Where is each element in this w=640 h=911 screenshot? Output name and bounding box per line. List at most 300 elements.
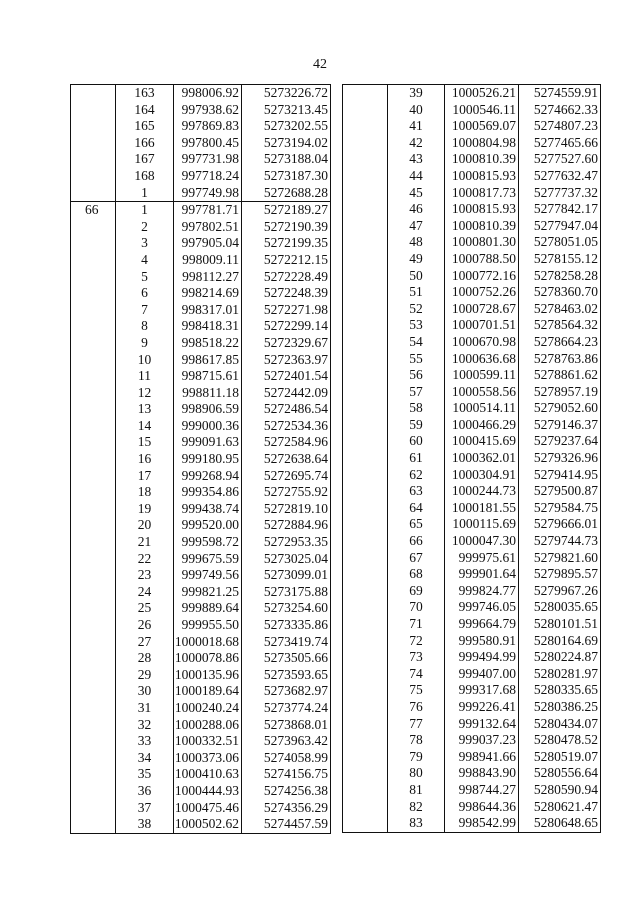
table-row bbox=[71, 634, 331, 651]
point-number-cell: 10 bbox=[116, 352, 174, 369]
y-coordinate-cell: 5280386.25 bbox=[519, 699, 601, 716]
table-row bbox=[343, 400, 601, 417]
x-coordinate-cell: 998843.90 bbox=[445, 765, 519, 782]
section-cell bbox=[343, 168, 388, 185]
section-cell bbox=[343, 102, 388, 119]
section-cell bbox=[71, 235, 116, 252]
point-number-cell: 80 bbox=[388, 765, 445, 782]
section-cell bbox=[71, 733, 116, 750]
point-number-cell: 67 bbox=[388, 550, 445, 567]
y-coordinate-cell: 5274662.33 bbox=[519, 102, 601, 119]
section-cell bbox=[71, 302, 116, 319]
table-row bbox=[343, 351, 601, 368]
section-cell bbox=[343, 716, 388, 733]
table-row bbox=[71, 269, 331, 286]
table-row bbox=[71, 733, 331, 750]
point-number-cell: 66 bbox=[388, 533, 445, 550]
point-number-cell: 17 bbox=[116, 468, 174, 485]
section-cell bbox=[71, 766, 116, 783]
table-row bbox=[343, 102, 601, 119]
coordinate-table-left-body bbox=[71, 85, 331, 834]
section-cell bbox=[343, 251, 388, 268]
point-number-cell: 68 bbox=[388, 566, 445, 583]
x-coordinate-cell: 998941.66 bbox=[445, 749, 519, 766]
section-cell bbox=[71, 717, 116, 734]
x-coordinate-cell: 999000.36 bbox=[174, 418, 242, 435]
x-coordinate-cell: 1000752.26 bbox=[445, 284, 519, 301]
table-row bbox=[71, 318, 331, 335]
y-coordinate-cell: 5273175.88 bbox=[242, 584, 331, 601]
table-row bbox=[343, 284, 601, 301]
point-number-cell: 58 bbox=[388, 400, 445, 417]
x-coordinate-cell: 1000415.69 bbox=[445, 433, 519, 450]
section-cell bbox=[343, 616, 388, 633]
section-cell bbox=[71, 401, 116, 418]
y-coordinate-cell: 5272953.35 bbox=[242, 534, 331, 551]
section-cell bbox=[343, 135, 388, 152]
section-cell bbox=[343, 450, 388, 467]
y-coordinate-cell: 5277527.60 bbox=[519, 151, 601, 168]
y-coordinate-cell: 5273335.86 bbox=[242, 617, 331, 634]
table-row bbox=[71, 800, 331, 817]
table-row bbox=[343, 616, 601, 633]
table-row bbox=[71, 484, 331, 501]
section-cell bbox=[71, 584, 116, 601]
table-row bbox=[71, 202, 331, 219]
y-coordinate-cell: 5280224.87 bbox=[519, 649, 601, 666]
section-cell bbox=[71, 168, 116, 185]
y-coordinate-cell: 5280101.51 bbox=[519, 616, 601, 633]
y-coordinate-cell: 5278051.05 bbox=[519, 234, 601, 251]
table-row bbox=[71, 235, 331, 252]
x-coordinate-cell: 1000526.21 bbox=[445, 85, 519, 102]
point-number-cell: 20 bbox=[116, 517, 174, 534]
y-coordinate-cell: 5273774.24 bbox=[242, 700, 331, 717]
x-coordinate-cell: 1000772.16 bbox=[445, 268, 519, 285]
section-cell bbox=[343, 218, 388, 235]
table-row bbox=[343, 384, 601, 401]
section-cell bbox=[343, 749, 388, 766]
table-row bbox=[343, 268, 601, 285]
section-cell bbox=[71, 352, 116, 369]
x-coordinate-cell: 998009.11 bbox=[174, 252, 242, 269]
section-cell bbox=[71, 783, 116, 800]
x-coordinate-cell: 1000135.96 bbox=[174, 667, 242, 684]
y-coordinate-cell: 5273682.97 bbox=[242, 683, 331, 700]
x-coordinate-cell: 1000240.24 bbox=[174, 700, 242, 717]
table-row bbox=[71, 335, 331, 352]
point-number-cell: 54 bbox=[388, 334, 445, 351]
section-cell bbox=[71, 667, 116, 684]
table-row bbox=[343, 185, 601, 202]
x-coordinate-cell: 999901.64 bbox=[445, 566, 519, 583]
x-coordinate-cell: 1000332.51 bbox=[174, 733, 242, 750]
x-coordinate-cell: 1000115.69 bbox=[445, 516, 519, 533]
y-coordinate-cell: 5277947.04 bbox=[519, 218, 601, 235]
point-number-cell: 37 bbox=[116, 800, 174, 817]
y-coordinate-cell: 5273187.30 bbox=[242, 168, 331, 185]
y-coordinate-cell: 5274356.29 bbox=[242, 800, 331, 817]
section-cell: 66 bbox=[71, 202, 116, 219]
section-cell bbox=[343, 400, 388, 417]
point-number-cell: 25 bbox=[116, 600, 174, 617]
y-coordinate-cell: 5272271.98 bbox=[242, 302, 331, 319]
point-number-cell: 38 bbox=[116, 816, 174, 833]
x-coordinate-cell: 1000815.93 bbox=[445, 168, 519, 185]
point-number-cell: 8 bbox=[116, 318, 174, 335]
point-number-cell: 44 bbox=[388, 168, 445, 185]
table-row bbox=[71, 551, 331, 568]
point-number-cell: 45 bbox=[388, 185, 445, 202]
point-number-cell: 78 bbox=[388, 732, 445, 749]
section-cell bbox=[71, 517, 116, 534]
table-row bbox=[71, 600, 331, 617]
x-coordinate-cell: 998006.92 bbox=[174, 85, 242, 102]
x-coordinate-cell: 1000514.11 bbox=[445, 400, 519, 417]
table-row bbox=[71, 135, 331, 152]
section-cell bbox=[71, 85, 116, 102]
x-coordinate-cell: 1000466.29 bbox=[445, 417, 519, 434]
section-cell bbox=[71, 501, 116, 518]
section-cell bbox=[343, 699, 388, 716]
y-coordinate-cell: 5273025.04 bbox=[242, 551, 331, 568]
x-coordinate-cell: 1000189.64 bbox=[174, 683, 242, 700]
section-cell bbox=[343, 583, 388, 600]
y-coordinate-cell: 5272584.96 bbox=[242, 434, 331, 451]
x-coordinate-cell: 998644.36 bbox=[445, 799, 519, 816]
point-number-cell: 65 bbox=[388, 516, 445, 533]
y-coordinate-cell: 5272638.64 bbox=[242, 451, 331, 468]
table-row bbox=[71, 85, 331, 102]
y-coordinate-cell: 5273505.66 bbox=[242, 650, 331, 667]
table-row bbox=[71, 118, 331, 135]
point-number-cell: 13 bbox=[116, 401, 174, 418]
table-row bbox=[343, 799, 601, 816]
x-coordinate-cell: 1000047.30 bbox=[445, 533, 519, 550]
x-coordinate-cell: 1000410.63 bbox=[174, 766, 242, 783]
y-coordinate-cell: 5277737.32 bbox=[519, 185, 601, 202]
point-number-cell: 73 bbox=[388, 649, 445, 666]
table-row bbox=[71, 185, 331, 202]
table-row bbox=[343, 251, 601, 268]
point-number-cell: 1 bbox=[116, 202, 174, 219]
y-coordinate-cell: 5278155.12 bbox=[519, 251, 601, 268]
coordinate-table-left bbox=[70, 84, 331, 834]
point-number-cell: 56 bbox=[388, 367, 445, 384]
section-cell bbox=[343, 201, 388, 218]
section-cell bbox=[71, 285, 116, 302]
section-cell bbox=[343, 85, 388, 102]
table-row bbox=[71, 352, 331, 369]
y-coordinate-cell: 5272688.28 bbox=[242, 185, 331, 202]
x-coordinate-cell: 998906.59 bbox=[174, 401, 242, 418]
point-number-cell: 19 bbox=[116, 501, 174, 518]
section-cell bbox=[343, 284, 388, 301]
point-number-cell: 36 bbox=[116, 783, 174, 800]
table-row bbox=[343, 417, 601, 434]
table-row bbox=[343, 85, 601, 102]
y-coordinate-cell: 5273963.42 bbox=[242, 733, 331, 750]
section-cell bbox=[71, 368, 116, 385]
section-cell bbox=[71, 434, 116, 451]
y-coordinate-cell: 5279666.01 bbox=[519, 516, 601, 533]
y-coordinate-cell: 5278463.02 bbox=[519, 301, 601, 318]
table-row bbox=[343, 168, 601, 185]
table-row bbox=[343, 334, 601, 351]
point-number-cell: 42 bbox=[388, 135, 445, 152]
table-row bbox=[343, 699, 601, 716]
y-coordinate-cell: 5274058.99 bbox=[242, 750, 331, 767]
table-row bbox=[71, 418, 331, 435]
x-coordinate-cell: 998542.99 bbox=[445, 815, 519, 832]
y-coordinate-cell: 5279052.60 bbox=[519, 400, 601, 417]
table-row bbox=[343, 550, 601, 567]
x-coordinate-cell: 1000701.51 bbox=[445, 317, 519, 334]
section-cell bbox=[343, 649, 388, 666]
point-number-cell: 81 bbox=[388, 782, 445, 799]
y-coordinate-cell: 5272534.36 bbox=[242, 418, 331, 435]
x-coordinate-cell: 997802.51 bbox=[174, 219, 242, 236]
point-number-cell: 168 bbox=[116, 168, 174, 185]
point-number-cell: 32 bbox=[116, 717, 174, 734]
section-cell bbox=[71, 683, 116, 700]
point-number-cell: 31 bbox=[116, 700, 174, 717]
y-coordinate-cell: 5278360.70 bbox=[519, 284, 601, 301]
point-number-cell: 55 bbox=[388, 351, 445, 368]
y-coordinate-cell: 5272819.10 bbox=[242, 501, 331, 518]
section-cell bbox=[71, 318, 116, 335]
x-coordinate-cell: 999226.41 bbox=[445, 699, 519, 716]
x-coordinate-cell: 1000475.46 bbox=[174, 800, 242, 817]
point-number-cell: 27 bbox=[116, 634, 174, 651]
point-number-cell: 71 bbox=[388, 616, 445, 633]
section-cell bbox=[343, 500, 388, 517]
table-row bbox=[343, 135, 601, 152]
table-row bbox=[343, 201, 601, 218]
table-row bbox=[71, 700, 331, 717]
table-row bbox=[343, 483, 601, 500]
point-number-cell: 57 bbox=[388, 384, 445, 401]
y-coordinate-cell: 5280590.94 bbox=[519, 782, 601, 799]
table-row bbox=[343, 450, 601, 467]
x-coordinate-cell: 1000801.30 bbox=[445, 234, 519, 251]
table-row bbox=[71, 252, 331, 269]
point-number-cell: 74 bbox=[388, 666, 445, 683]
section-cell bbox=[343, 367, 388, 384]
x-coordinate-cell: 1000018.68 bbox=[174, 634, 242, 651]
x-coordinate-cell: 998715.61 bbox=[174, 368, 242, 385]
table-row bbox=[71, 285, 331, 302]
section-cell bbox=[71, 634, 116, 651]
y-coordinate-cell: 5279326.96 bbox=[519, 450, 601, 467]
x-coordinate-cell: 999180.95 bbox=[174, 451, 242, 468]
x-coordinate-cell: 999494.99 bbox=[445, 649, 519, 666]
y-coordinate-cell: 5279744.73 bbox=[519, 533, 601, 550]
table-row bbox=[71, 717, 331, 734]
y-coordinate-cell: 5278564.32 bbox=[519, 317, 601, 334]
section-cell bbox=[71, 468, 116, 485]
section-cell bbox=[343, 682, 388, 699]
section-cell bbox=[71, 534, 116, 551]
x-coordinate-cell: 997749.98 bbox=[174, 185, 242, 202]
x-coordinate-cell: 998112.27 bbox=[174, 269, 242, 286]
point-number-cell: 69 bbox=[388, 583, 445, 600]
y-coordinate-cell: 5279967.26 bbox=[519, 583, 601, 600]
point-number-cell: 14 bbox=[116, 418, 174, 435]
x-coordinate-cell: 1000670.98 bbox=[445, 334, 519, 351]
table-row bbox=[343, 433, 601, 450]
point-number-cell: 35 bbox=[116, 766, 174, 783]
x-coordinate-cell: 997905.04 bbox=[174, 235, 242, 252]
point-number-cell: 29 bbox=[116, 667, 174, 684]
section-cell bbox=[71, 551, 116, 568]
x-coordinate-cell: 1000636.68 bbox=[445, 351, 519, 368]
y-coordinate-cell: 5277465.66 bbox=[519, 135, 601, 152]
point-number-cell: 63 bbox=[388, 483, 445, 500]
y-coordinate-cell: 5273188.04 bbox=[242, 151, 331, 168]
point-number-cell: 61 bbox=[388, 450, 445, 467]
section-cell bbox=[343, 633, 388, 650]
x-coordinate-cell: 997718.24 bbox=[174, 168, 242, 185]
x-coordinate-cell: 997800.45 bbox=[174, 135, 242, 152]
section-cell bbox=[71, 617, 116, 634]
section-cell bbox=[71, 385, 116, 402]
y-coordinate-cell: 5280478.52 bbox=[519, 732, 601, 749]
x-coordinate-cell: 999438.74 bbox=[174, 501, 242, 518]
y-coordinate-cell: 5273868.01 bbox=[242, 717, 331, 734]
y-coordinate-cell: 5280164.69 bbox=[519, 633, 601, 650]
table-row bbox=[71, 517, 331, 534]
table-row bbox=[343, 566, 601, 583]
point-number-cell: 53 bbox=[388, 317, 445, 334]
y-coordinate-cell: 5273593.65 bbox=[242, 667, 331, 684]
point-number-cell: 23 bbox=[116, 567, 174, 584]
coordinate-table-right bbox=[342, 84, 601, 833]
section-cell bbox=[343, 815, 388, 832]
table-row bbox=[343, 500, 601, 517]
y-coordinate-cell: 5280648.65 bbox=[519, 815, 601, 832]
x-coordinate-cell: 999407.00 bbox=[445, 666, 519, 683]
y-coordinate-cell: 5272248.39 bbox=[242, 285, 331, 302]
y-coordinate-cell: 5279146.37 bbox=[519, 417, 601, 434]
point-number-cell: 46 bbox=[388, 201, 445, 218]
x-coordinate-cell: 999824.77 bbox=[445, 583, 519, 600]
section-cell bbox=[71, 252, 116, 269]
section-cell bbox=[71, 219, 116, 236]
section-cell bbox=[343, 268, 388, 285]
table-row bbox=[71, 816, 331, 833]
point-number-cell: 59 bbox=[388, 417, 445, 434]
section-cell bbox=[71, 269, 116, 286]
table-row bbox=[343, 732, 601, 749]
x-coordinate-cell: 999354.86 bbox=[174, 484, 242, 501]
table-row bbox=[71, 750, 331, 767]
y-coordinate-cell: 5278763.86 bbox=[519, 351, 601, 368]
table-row bbox=[343, 765, 601, 782]
point-number-cell: 9 bbox=[116, 335, 174, 352]
x-coordinate-cell: 999889.64 bbox=[174, 600, 242, 617]
y-coordinate-cell: 5272199.35 bbox=[242, 235, 331, 252]
point-number-cell: 12 bbox=[116, 385, 174, 402]
x-coordinate-cell: 1000444.93 bbox=[174, 783, 242, 800]
section-cell bbox=[71, 451, 116, 468]
section-cell bbox=[71, 118, 116, 135]
point-number-cell: 165 bbox=[116, 118, 174, 135]
section-cell bbox=[343, 799, 388, 816]
section-cell bbox=[343, 483, 388, 500]
y-coordinate-cell: 5278861.62 bbox=[519, 367, 601, 384]
section-cell bbox=[71, 151, 116, 168]
y-coordinate-cell: 5278258.28 bbox=[519, 268, 601, 285]
section-cell bbox=[343, 334, 388, 351]
x-coordinate-cell: 1000304.91 bbox=[445, 467, 519, 484]
point-number-cell: 26 bbox=[116, 617, 174, 634]
y-coordinate-cell: 5279500.87 bbox=[519, 483, 601, 500]
x-coordinate-cell: 1000599.11 bbox=[445, 367, 519, 384]
y-coordinate-cell: 5280519.07 bbox=[519, 749, 601, 766]
table-row bbox=[71, 368, 331, 385]
y-coordinate-cell: 5272884.96 bbox=[242, 517, 331, 534]
table-row bbox=[343, 749, 601, 766]
point-number-cell: 22 bbox=[116, 551, 174, 568]
x-coordinate-cell: 1000362.01 bbox=[445, 450, 519, 467]
section-cell bbox=[343, 301, 388, 318]
x-coordinate-cell: 1000078.86 bbox=[174, 650, 242, 667]
table-row bbox=[71, 151, 331, 168]
x-coordinate-cell: 1000502.62 bbox=[174, 816, 242, 833]
y-coordinate-cell: 5272401.54 bbox=[242, 368, 331, 385]
section-cell bbox=[343, 151, 388, 168]
point-number-cell: 33 bbox=[116, 733, 174, 750]
section-cell bbox=[343, 433, 388, 450]
section-cell bbox=[343, 782, 388, 799]
y-coordinate-cell: 5272755.92 bbox=[242, 484, 331, 501]
y-coordinate-cell: 5279237.64 bbox=[519, 433, 601, 450]
x-coordinate-cell: 1000815.93 bbox=[445, 201, 519, 218]
table-row bbox=[71, 401, 331, 418]
table-row bbox=[343, 317, 601, 334]
y-coordinate-cell: 5272212.15 bbox=[242, 252, 331, 269]
y-coordinate-cell: 5273419.74 bbox=[242, 634, 331, 651]
section-cell bbox=[71, 650, 116, 667]
x-coordinate-cell: 998617.85 bbox=[174, 352, 242, 369]
y-coordinate-cell: 5273254.60 bbox=[242, 600, 331, 617]
point-number-cell: 18 bbox=[116, 484, 174, 501]
point-number-cell: 50 bbox=[388, 268, 445, 285]
table-row bbox=[343, 367, 601, 384]
y-coordinate-cell: 5273213.45 bbox=[242, 102, 331, 119]
x-coordinate-cell: 999268.94 bbox=[174, 468, 242, 485]
point-number-cell: 3 bbox=[116, 235, 174, 252]
point-number-cell: 52 bbox=[388, 301, 445, 318]
table-row bbox=[343, 533, 601, 550]
point-number-cell: 72 bbox=[388, 633, 445, 650]
x-coordinate-cell: 999317.68 bbox=[445, 682, 519, 699]
y-coordinate-cell: 5280556.64 bbox=[519, 765, 601, 782]
y-coordinate-cell: 5274156.75 bbox=[242, 766, 331, 783]
y-coordinate-cell: 5277632.47 bbox=[519, 168, 601, 185]
x-coordinate-cell: 999746.05 bbox=[445, 599, 519, 616]
table-row bbox=[343, 583, 601, 600]
point-number-cell: 16 bbox=[116, 451, 174, 468]
y-coordinate-cell: 5273202.55 bbox=[242, 118, 331, 135]
y-coordinate-cell: 5272695.74 bbox=[242, 468, 331, 485]
point-number-cell: 163 bbox=[116, 85, 174, 102]
point-number-cell: 166 bbox=[116, 135, 174, 152]
point-number-cell: 15 bbox=[116, 434, 174, 451]
y-coordinate-cell: 5272228.49 bbox=[242, 269, 331, 286]
table-row bbox=[71, 617, 331, 634]
